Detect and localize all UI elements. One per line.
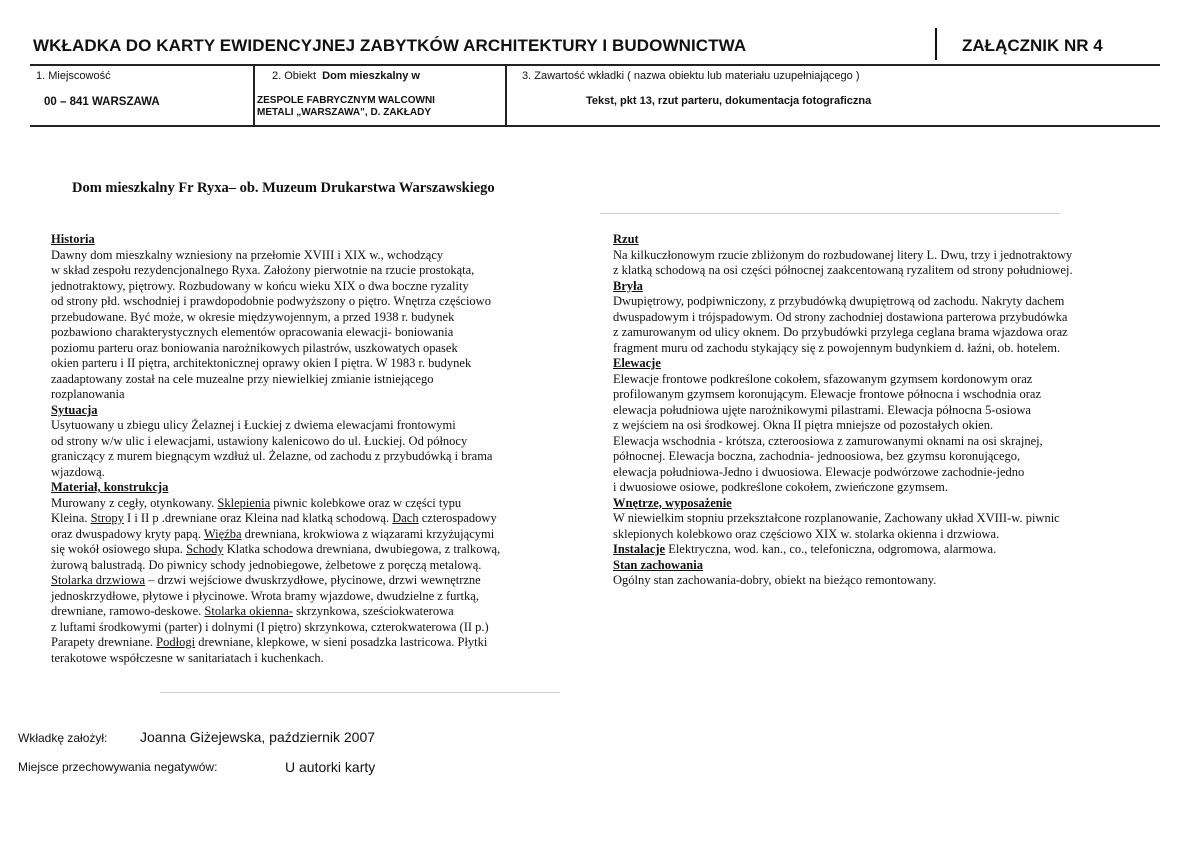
text-line: graniczący z murem biegnącym wzdłuż ul. Żelazne, od zachodu z przybudówką i brama — [51, 449, 493, 463]
section-heading: Historia — [51, 232, 95, 246]
text-span: czterospadowy — [418, 511, 497, 525]
text-line — [51, 635, 591, 651]
insert-contents-label: 3. Zawartość wkładki ( nazwa obiektu lub materiału uzupełniającego ) — [522, 70, 860, 82]
text-span: Elektryczna, wod. kan., co., telefoniczna, odgromowa, alarmowa. — [665, 542, 997, 556]
text-line: poziomu parteru oraz boniowania narożnikowych pilastrów, uszkowatych opasek — [51, 340, 458, 355]
text-line — [51, 496, 591, 512]
text-line: jednotraktowy, piętrowy. Rozbudowany w końcu wieku XIX o dwa boczne ryzality — [51, 278, 469, 293]
underlined-term: Podłogi — [156, 635, 196, 649]
locality-label: 1. Miejscowość — [36, 70, 111, 82]
object-label-prefix: 2. Obiekt — [272, 70, 317, 82]
text-span: – drzwi wejściowe dwuskrzydłowe, płycinowe, drzwi wewnętrzne — [145, 573, 481, 587]
text-line — [613, 542, 1153, 558]
text-line: przebudowane. Być może, w okresie międzywojennym, a przed 1938 r. budynek — [51, 309, 455, 324]
text-line: elewacja południowa ujęte narożnikowymi pilastrami. Elewacja północna 5-osiowa — [613, 402, 1031, 417]
underlined-term: Więźba — [203, 526, 242, 541]
text-line: zaadaptowany został na cele muzealne przy niewielkiej zmianie istniejącego — [51, 371, 434, 386]
text-span: I i II p .drewniane oraz Kleina nad klatką schodową. — [123, 511, 393, 525]
table-divider-2 — [505, 64, 507, 126]
insert-contents-value: Tekst, pkt 13, rzut parteru, dokumentacja fotograficzna — [586, 95, 872, 107]
text-span: Murowany z cegły, otynkowany. — [51, 495, 218, 510]
text-line: w skład zespołu rezydencjonalnego Ryxa. Założony pierwotnie na rzucie prostokąta, — [51, 263, 475, 277]
text-line — [51, 527, 591, 543]
object-label-bold: Dom mieszkalny w — [322, 70, 420, 82]
section-heading: Bryła — [613, 278, 643, 293]
section-heading: Wnętrze, wyposażenie — [613, 495, 732, 510]
text-span: drewniana, krokwiowa z wiązarami krzyżującymi — [241, 526, 495, 541]
left-column — [51, 232, 591, 666]
created-by-value: Joanna Giżejewska, październik 2007 — [140, 729, 376, 745]
underlined-term: Stolarka drzwiowa — [51, 573, 146, 587]
text-line: rozplanowania — [51, 387, 125, 401]
section-heading: Materiał, konstrukcja — [51, 480, 169, 494]
table-top-rule — [30, 64, 1160, 66]
section-heading: Stan zachowania — [613, 557, 703, 572]
underlined-term: Stropy — [90, 511, 124, 525]
text-line: okien parteru i II piętra, architektonicznej oprawy okien I piętra. W 1983 r. budynek — [51, 356, 472, 370]
locality-value: 00 – 841 WARSZAWA — [44, 96, 160, 108]
text-line: wjazdową. — [51, 464, 105, 479]
text-span: skrzynkowa, sześciokwaterowa — [292, 604, 454, 618]
table-divider-1 — [253, 64, 255, 126]
section-heading: Sytuacja — [51, 402, 98, 417]
negatives-location-value: U autorki karty — [285, 759, 376, 775]
object-value-line: METALI „WARSZAWA", D. ZAKŁADY — [257, 107, 431, 118]
text-line: elewacja południowa-Jedno i dwuosiowa. Elewacje podwórzowe zachodnie-jedno — [613, 464, 1025, 479]
text-span: piwnic kolebkowe oraz w części typu — [270, 495, 462, 510]
text-line: Dawny dom mieszkalny wzniesiony na przełomie XVIII i XIX w., wchodzący — [51, 247, 444, 262]
negatives-location-label: Miejsce przechowywania negatywów: — [18, 760, 218, 774]
text-line: północnej. Elewacja boczna, zachodnia- jednoosiowa, bez gzymsu koronującego, — [613, 449, 1021, 463]
text-line: Dwupiętrowy, podpiwniczony, z przybudówką dwupiętrową od zachodu. Nakryty dachem — [613, 294, 1065, 308]
text-line: pozbawiono charakterystycznych elementów opracowania elewacji- boniowania — [51, 325, 454, 339]
text-line: z zamurowanym od ulicy oknem. Do przybudówki przylega ceglana brama wjazdowa oraz — [613, 325, 1068, 339]
text-line: Elewacja wschodnia - krótsza, czteroosiowa z zamurowanymi oknami na osi skrajnej, — [613, 433, 1043, 448]
text-line: fragment muru od zachodu stykający się z powojennym budynkiem d. łaźni, ob. hotelem. — [613, 340, 1061, 355]
text-line: profilowanym gzymsem koronującym. Elewacje frontowe północna i wschodnia oraz — [613, 387, 1041, 401]
inline-section-heading: Instalacje — [613, 542, 666, 556]
annex-number: ZAŁĄCZNIK NR 4 — [962, 36, 1103, 55]
document-title: Dom mieszkalny Fr Ryxa– ob. Muzeum Drukarstwa Warszawskiego — [72, 180, 495, 196]
document-header-title: WKŁADKA DO KARTY EWIDENCYJNEJ ZABYTKÓW ARCHITEKTURY I BUDOWNICTWA — [33, 36, 747, 55]
object-value — [257, 95, 497, 123]
text-line: od strony w/w ulic i elewacjami, ustawiony kalenicowo do ul. Łuckiej. Od północy — [51, 433, 468, 448]
underlined-term: Stolarka okienna- — [204, 604, 293, 618]
text-line: jednoskrzydłowe, płytowe i płycinowe. Wrota bramy wjazdowe, dwudzielne z furtką, — [51, 588, 479, 603]
text-line: z klatką schodową na osi części północnej zaakcentowaną ryzalitem od strony południowej. — [613, 263, 1073, 277]
scan-artifact-rule — [600, 213, 1060, 214]
text-line — [51, 511, 591, 527]
underlined-term: Sklepienia — [217, 495, 271, 510]
text-line: W niewielkim stopniu przekształcone rozplanowanie, Zachowany układ XVIII-w. piwnic — [613, 511, 1060, 525]
text-line: z wejściem na osi środkowej. Okna II piętra mniejsze od pozostałych okien. — [613, 418, 994, 432]
section-heading: Rzut — [613, 232, 639, 246]
text-span: Kleina. — [51, 511, 91, 525]
section-heading: Elewacje — [613, 356, 661, 370]
text-span: drewniane, ramowo-deskowe. — [51, 604, 205, 618]
text-span: się wokół osiowego słupa. — [51, 542, 187, 556]
text-line: Ogólny stan zachowania-dobry, obiekt na bieżąco remontowany. — [613, 573, 937, 587]
text-line — [51, 542, 591, 558]
right-column — [613, 232, 1153, 589]
text-line: z luftami środkowymi (parter) i dolnymi (I piętro) skrzynkowa, czterokwaterowa (II p.) — [51, 619, 489, 634]
text-span: Klatka schodowa drewniana, dwubiegowa, z tralkową, — [223, 542, 501, 556]
text-span: Parapety drewniane. — [51, 635, 157, 649]
underlined-term: Schody — [186, 542, 224, 556]
text-line: Na kilkuczłonowym rzucie zbliżonym do rozbudowanej litery L. Dwu, trzy i jednotraktowy — [613, 247, 1073, 262]
text-line: terakotowe współczesne w sanitariatach i kuchenkach. — [51, 650, 324, 665]
created-by-label: Wkładkę założył: — [18, 731, 108, 745]
text-line: od strony płd. wschodniej i prawdopodobnie podwyższony o piętro. Wnętrza częściowo — [51, 294, 491, 308]
table-bottom-rule — [30, 125, 1160, 127]
object-label — [272, 70, 420, 82]
text-span: oraz dwuspadowy kryty papą. — [51, 526, 204, 541]
text-line: dwuspadowym i trójspadowym. Od strony zachodniej dostawiona parterowa przybudówka — [613, 309, 1068, 324]
text-line: sklepionych kolebkowo oraz częściowo XIX w. stolarka okienna i drzwiowa. — [613, 526, 1000, 541]
text-line: i dwuosiowe osiowe, podkreślone cokołem, zwieńczone gzymsem. — [613, 480, 948, 494]
underlined-term: Dach — [392, 511, 419, 525]
header-divider — [935, 28, 937, 60]
text-line: Elewacje frontowe podkreślone cokołem, sfazowanym gzymsem kordonowym oraz — [613, 371, 1033, 386]
text-line — [51, 573, 591, 589]
text-line: żurową balustradą. Do piwnicy schody jednobiegowe, żelbetowe z poręczą metalową. — [51, 557, 482, 572]
object-value-line: ZESPOLE FABRYCZNYM WALCOWNI — [257, 95, 435, 106]
scan-artifact-rule-bottom — [160, 692, 560, 693]
text-line: Usytuowany u zbiegu ulicy Żelaznej i Łuckiej z dwiema elewacjami frontowymi — [51, 418, 456, 432]
text-line — [51, 604, 591, 620]
text-span: drewniane, klepkowe, w sieni posadzka lastricowa. Płytki — [195, 635, 488, 649]
